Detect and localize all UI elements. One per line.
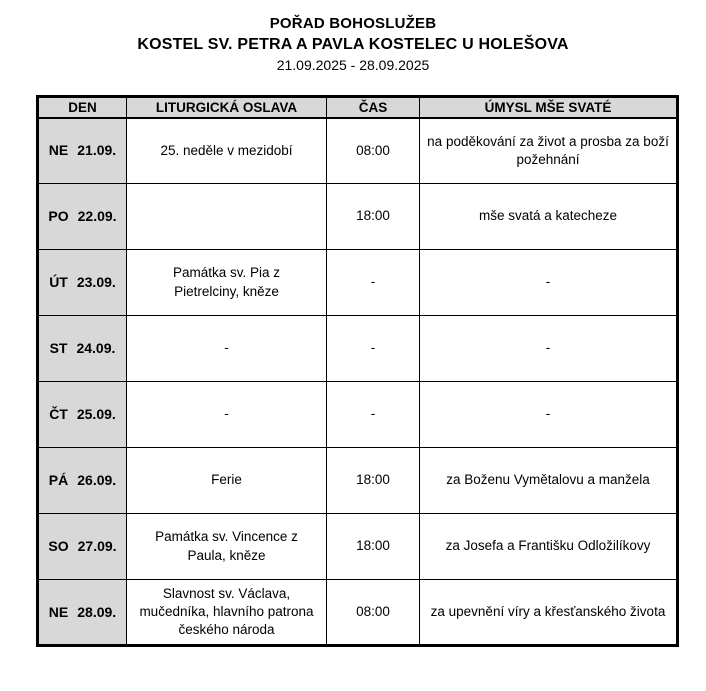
- day-abbreviation: ÚT: [49, 274, 68, 291]
- day-cell: [38, 316, 127, 382]
- celebration-cell: Ferie: [127, 448, 327, 514]
- table-row: [38, 448, 678, 514]
- col-header-time: ČAS: [327, 97, 420, 118]
- col-header-celebration: LITURGICKÁ OSLAVA: [127, 97, 327, 118]
- table-row: [38, 316, 678, 382]
- day-cell: [38, 184, 127, 250]
- table-row: [38, 184, 678, 250]
- day-date: 21.09.: [77, 142, 117, 159]
- table-header-row: [38, 97, 678, 118]
- day-date: 24.09.: [76, 340, 116, 357]
- document-title: POŘAD BOHOSLUŽEB: [269, 15, 437, 32]
- celebration-cell: [127, 184, 327, 250]
- intention-cell: za Boženu Vymětalovu a manžela: [420, 448, 678, 514]
- schedule-table: [36, 95, 679, 647]
- day-cell: [38, 580, 127, 646]
- time-cell: -: [327, 316, 420, 382]
- day-abbreviation: PÁ: [48, 472, 69, 489]
- day-cell: [38, 250, 127, 316]
- intention-cell: za upevnění víry a křesťanského života: [420, 580, 678, 646]
- intention-cell: -: [420, 250, 678, 316]
- day-abbreviation: ST: [49, 340, 68, 357]
- day-date: 26.09.: [77, 472, 117, 489]
- day-date: 23.09.: [76, 274, 116, 291]
- intention-cell: za Josefa a Františku Odložilíkovy: [420, 514, 678, 580]
- church-name: KOSTEL SV. PETRA A PAVLA KOSTELEC U HOLEŠOVA: [137, 36, 569, 53]
- celebration-cell: Památka sv. Vincence z Paula, kněze: [127, 514, 327, 580]
- celebration-cell: Slavnost sv. Václava, mučedníka, hlavního patrona českého národa: [127, 580, 327, 646]
- table-row: [38, 250, 678, 316]
- document-header: [0, 0, 706, 76]
- time-cell: -: [327, 382, 420, 448]
- day-date: 25.09.: [76, 406, 116, 423]
- celebration-cell: -: [127, 316, 327, 382]
- day-cell: [38, 382, 127, 448]
- celebration-cell: -: [127, 382, 327, 448]
- celebration-cell: Památka sv. Pia z Pietrelciny, kněze: [127, 250, 327, 316]
- date-range: 21.09.2025 - 28.09.2025: [276, 57, 430, 73]
- day-cell: [38, 118, 127, 184]
- day-abbreviation: NE: [48, 142, 69, 159]
- schedule-table-container: [36, 95, 706, 647]
- day-abbreviation: ČT: [49, 406, 68, 423]
- table-row: [38, 118, 678, 184]
- col-header-day: DEN: [38, 97, 127, 118]
- table-row: [38, 580, 678, 646]
- time-cell: 18:00: [327, 184, 420, 250]
- day-abbreviation: PO: [48, 208, 69, 225]
- col-header-intention: ÚMYSL MŠE SVATÉ: [420, 97, 678, 118]
- time-cell: 08:00: [327, 580, 420, 646]
- day-date: 28.09.: [77, 603, 117, 620]
- table-row: [38, 514, 678, 580]
- time-cell: 18:00: [327, 448, 420, 514]
- intention-cell: -: [420, 382, 678, 448]
- time-cell: -: [327, 250, 420, 316]
- day-abbreviation: SO: [48, 538, 69, 555]
- intention-cell: na poděkování za život a prosba za boží požehnání: [420, 118, 678, 184]
- time-cell: 18:00: [327, 514, 420, 580]
- day-date: 27.09.: [77, 538, 117, 555]
- day-cell: [38, 448, 127, 514]
- time-cell: 08:00: [327, 118, 420, 184]
- intention-cell: mše svatá a katecheze: [420, 184, 678, 250]
- day-date: 22.09.: [77, 208, 117, 225]
- intention-cell: -: [420, 316, 678, 382]
- day-cell: [38, 514, 127, 580]
- celebration-cell: 25. neděle v mezidobí: [127, 118, 327, 184]
- table-row: [38, 382, 678, 448]
- day-abbreviation: NE: [48, 603, 69, 620]
